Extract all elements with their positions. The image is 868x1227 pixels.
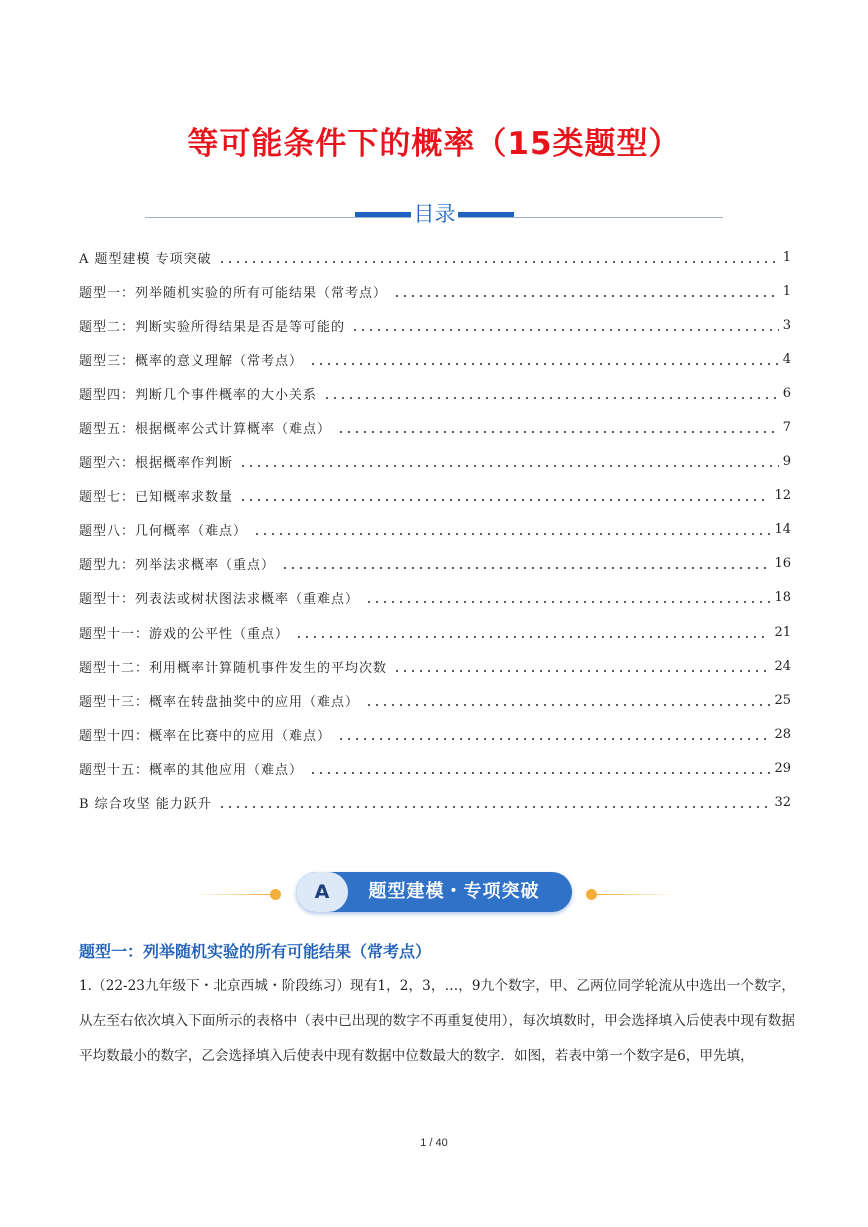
banner-pill bbox=[296, 872, 572, 912]
toc-entry-title: 题型九：列举法求概率（重点） bbox=[79, 558, 276, 574]
banner-dot-left bbox=[270, 889, 281, 900]
toc-dot-leader bbox=[393, 660, 770, 673]
toc-entry[interactable] bbox=[79, 410, 791, 444]
toc-entry-title: 题型五：根据概率公式计算概率（难点） bbox=[79, 422, 332, 438]
toc-entry[interactable] bbox=[79, 649, 791, 683]
toc-entry-page: 4 bbox=[782, 351, 791, 367]
toc-dot-leader bbox=[295, 626, 770, 639]
toc-entry[interactable] bbox=[79, 717, 791, 751]
toc-entry[interactable] bbox=[79, 274, 791, 308]
toc-header-bar-left bbox=[355, 212, 411, 217]
toc-dot-leader bbox=[323, 387, 779, 400]
toc-entry-page: 6 bbox=[782, 385, 791, 401]
toc-entry-title: 题型六：根据概率作判断 bbox=[79, 456, 234, 472]
toc-entry-title: 题型十：列表法或树状图法求概率（重难点） bbox=[79, 592, 360, 608]
toc-entry-title: 题型二：判断实验所得结果是否是等可能的 bbox=[79, 319, 346, 335]
toc-entry-page: 32 bbox=[774, 795, 791, 811]
toc-entry-title: 题型十五：概率的其他应用（难点） bbox=[79, 762, 304, 778]
toc-entry[interactable] bbox=[79, 240, 791, 274]
toc-entry[interactable] bbox=[79, 547, 791, 581]
toc-dot-leader bbox=[281, 557, 770, 570]
table-of-contents bbox=[79, 240, 791, 820]
toc-entry-title: 题型七：已知概率求数量 bbox=[79, 490, 234, 506]
toc-dot-leader bbox=[365, 591, 770, 604]
section-banner bbox=[0, 868, 868, 918]
banner-line-left bbox=[195, 894, 275, 895]
toc-dot-leader bbox=[365, 694, 770, 707]
toc-entry[interactable] bbox=[79, 786, 791, 820]
section-heading: 题型一：列举随机实验的所有可能结果（常考点） bbox=[79, 942, 432, 961]
toc-entry-page: 3 bbox=[782, 317, 791, 333]
toc-entry-title: 题型十四：概率在比赛中的应用（难点） bbox=[79, 728, 332, 744]
toc-entry-page: 12 bbox=[774, 488, 791, 504]
toc-entry-page: 1 bbox=[782, 283, 791, 299]
toc-entry[interactable] bbox=[79, 479, 791, 513]
banner-title: 题型建模・专项突破 bbox=[368, 881, 540, 902]
toc-dot-leader bbox=[337, 421, 779, 434]
toc-dot-leader bbox=[337, 728, 770, 741]
question-paragraph: 1.（22-23九年级下・北京西城・阶段练习）现有1，2，3，…，9九个数字，甲、乙两位同学轮流从中选出一个数字，从左至右依次填入下面所示的表格中（表中已出现的数字不再重复使用），每次填数时，甲会选择填入后使表中现有数据平均数最小的数字，乙会选择填入后使表中现有数据中位数最大的数字．如图，若表中第一个数字是6，甲先填， bbox=[79, 978, 795, 1064]
toc-entry[interactable] bbox=[79, 445, 791, 479]
toc-dot-leader bbox=[309, 762, 770, 775]
toc-entry[interactable] bbox=[79, 342, 791, 376]
toc-entry-title: A 题型建模 专项突破 bbox=[79, 251, 212, 267]
toc-entry-page: 7 bbox=[782, 420, 791, 436]
toc-header-bar-right bbox=[458, 212, 514, 217]
toc-dot-leader bbox=[218, 796, 771, 809]
toc-entry-title: B 综合攻坚 能力跃升 bbox=[79, 797, 212, 813]
toc-entry-page: 29 bbox=[774, 760, 791, 776]
toc-entry[interactable] bbox=[79, 513, 791, 547]
toc-entry-page: 16 bbox=[774, 556, 791, 572]
toc-entry-page: 25 bbox=[774, 692, 791, 708]
toc-entry-page: 28 bbox=[774, 726, 791, 742]
toc-dot-leader bbox=[393, 285, 779, 298]
toc-header bbox=[145, 198, 723, 232]
toc-entry-title: 题型十三：概率在转盘抽奖中的应用（难点） bbox=[79, 694, 360, 710]
toc-entry[interactable] bbox=[79, 751, 791, 785]
toc-entry-page: 14 bbox=[774, 522, 791, 538]
toc-entry-page: 1 bbox=[782, 249, 791, 265]
page-number: 1 / 40 bbox=[420, 1137, 448, 1149]
toc-entry-title: 题型十二：利用概率计算随机事件发生的平均次数 bbox=[79, 660, 388, 676]
toc-entry-page: 18 bbox=[774, 590, 791, 606]
toc-entry-title: 题型四：判断几个事件概率的大小关系 bbox=[79, 387, 318, 403]
toc-heading: 目录 bbox=[411, 198, 458, 228]
toc-dot-leader bbox=[239, 489, 770, 502]
toc-entry-title: 题型十一：游戏的公平性（重点） bbox=[79, 626, 290, 642]
toc-entry-page: 9 bbox=[782, 454, 791, 470]
banner-line-right bbox=[596, 894, 676, 895]
toc-entry[interactable] bbox=[79, 683, 791, 717]
toc-dot-leader bbox=[253, 523, 770, 536]
toc-entry[interactable] bbox=[79, 615, 791, 649]
toc-entry[interactable] bbox=[79, 308, 791, 342]
toc-entry-title: 题型一：列举随机实验的所有可能结果（常考点） bbox=[79, 285, 388, 301]
banner-letter: A bbox=[296, 872, 348, 912]
toc-entry-page: 21 bbox=[774, 624, 791, 640]
toc-entry[interactable] bbox=[79, 581, 791, 615]
toc-dot-leader bbox=[351, 319, 779, 332]
toc-dot-leader bbox=[309, 353, 779, 366]
toc-dot-leader bbox=[218, 251, 779, 264]
toc-entry-page: 24 bbox=[774, 658, 791, 674]
document-title: 等可能条件下的概率（15类题型） bbox=[187, 126, 681, 162]
toc-entry[interactable] bbox=[79, 376, 791, 410]
toc-entry-title: 题型八：几何概率（难点） bbox=[79, 524, 248, 540]
toc-dot-leader bbox=[239, 455, 779, 468]
toc-entry-title: 题型三：概率的意义理解（常考点） bbox=[79, 353, 304, 369]
